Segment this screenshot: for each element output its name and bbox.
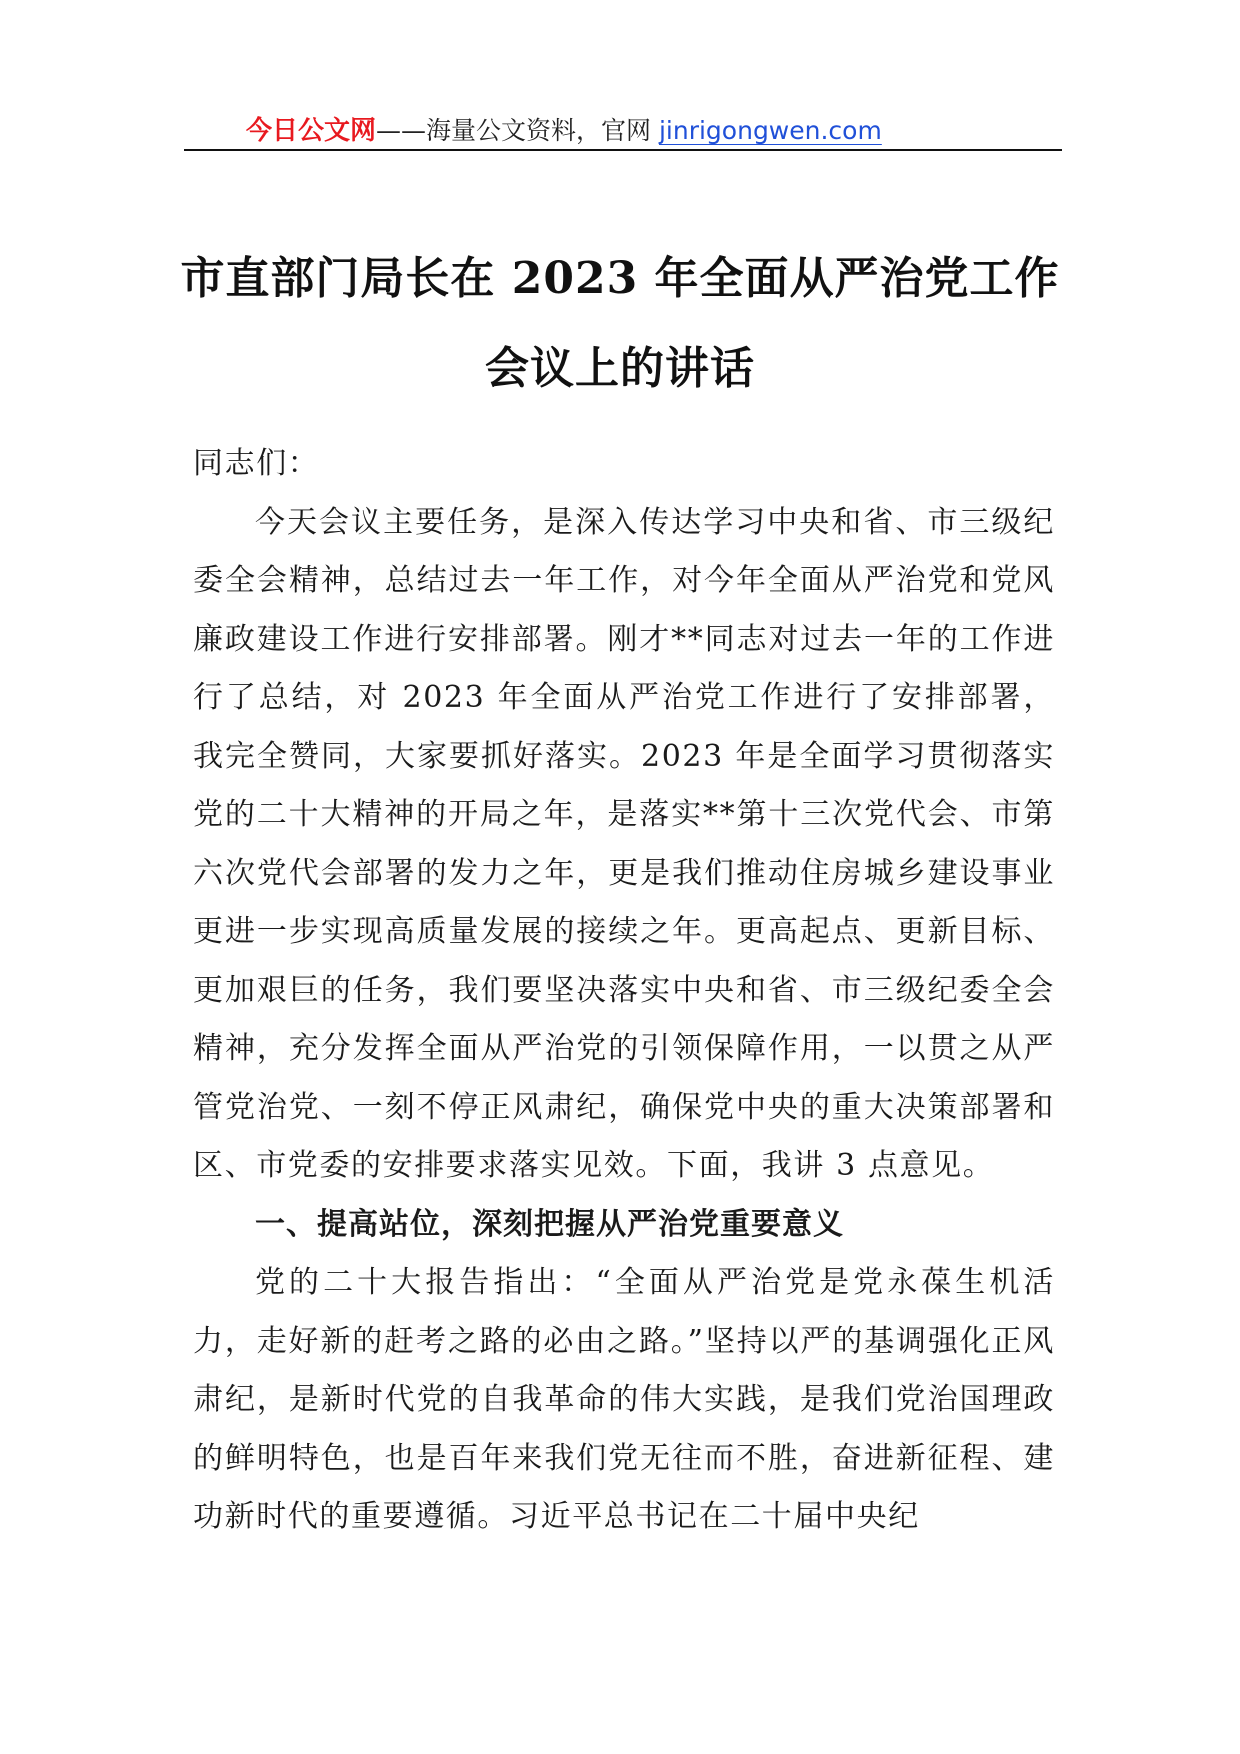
- brand-name: 今日公文网: [246, 116, 377, 146]
- site-header: [184, 108, 1060, 154]
- title-line-1: 市直部门局长在 2023 年全面从严治党工作: [180, 253, 1060, 305]
- section-heading-1: 一、提高站位，深刻把握从严治党重要意义: [255, 1206, 844, 1242]
- header-tagline: ——海量公文资料，官网: [376, 116, 659, 145]
- header-divider: [184, 149, 1062, 151]
- salutation: 同志们：: [193, 446, 320, 481]
- document-body: [193, 435, 1055, 1547]
- title-line-2: 会议上的讲话: [485, 343, 755, 395]
- paragraph-intro: 今天会议主要任务，是深入传达学习中央和省、市三级纪委全会精神，总结过去一年工作，对今年全面从严治党和党风廉政建设工作进行安排部署。刚才**同志对过去一年的工作进行了总结，对 2023 年全面从严治党工作进行了安排部署，我完全赞同，大家要抓好落实。2023 年是全面学习贯彻落实党的二十大精神的开局之年，是落实**第十三次党代会、市第六次党代会部署的发力之年，更是我们推动住房城乡建设事业更进一步实现高质量发展的接续之年。更高起点、更新目标、更加艰巨的任务，我们要坚决落实中央和省、市三级纪委全会精神，充分发挥全面从严治党的引领保障作用，一以贯之从严管党治党、一刻不停正风肃纪，确保党中央的重大决策部署和区、市党委的安排要求落实见效。下面，我讲 3 点意见。: [193, 504, 1055, 1183]
- header-banner: [246, 110, 882, 147]
- site-url-link[interactable]: jinrigongwen.com: [658, 116, 882, 145]
- paragraph-section-1: 党的二十大报告指出：“全面从严治党是党永葆生机活力，走好新的赶考之路的必由之路。”坚持以严的基调强化正风肃纪，是新时代党的自我革命的伟大实践，是我们党治国理政的鲜明特色，也是百年来我们党无往而不胜，奋进新征程、建功新时代的重要遵循。习近平总书记在二十届中央纪: [193, 1265, 1055, 1534]
- document-title: [150, 234, 1090, 414]
